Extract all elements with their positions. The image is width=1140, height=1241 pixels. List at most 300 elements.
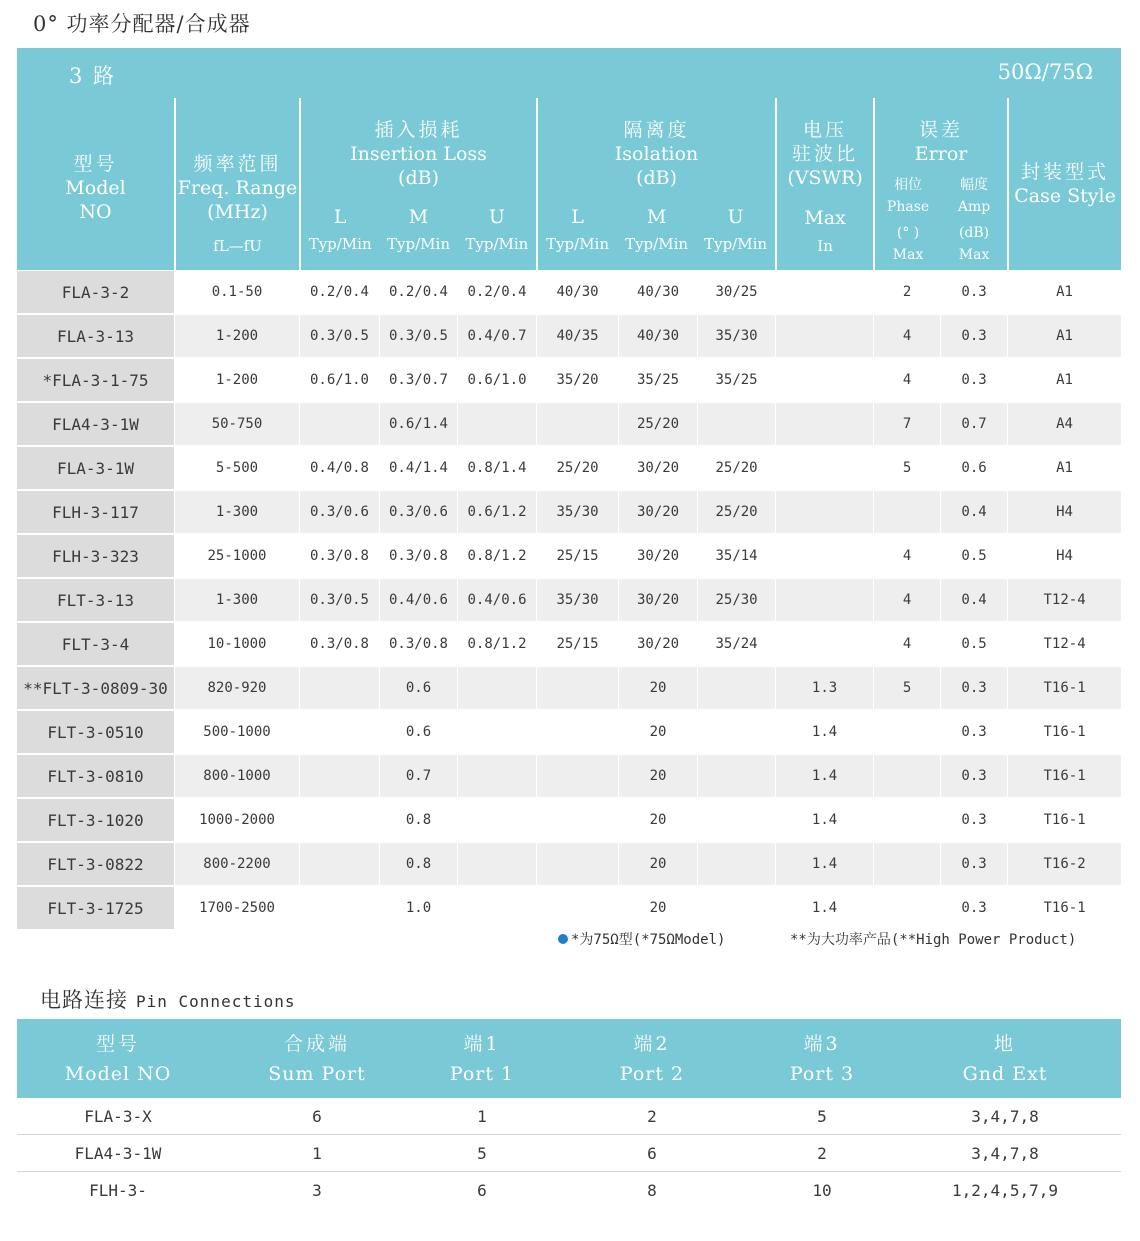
cell-phase: 7 bbox=[873, 402, 940, 446]
bullet-dot-icon bbox=[558, 934, 568, 944]
cell-il-l bbox=[299, 666, 379, 710]
cell-il-l bbox=[299, 886, 379, 930]
pin-header-cn: 端3 bbox=[803, 1032, 841, 1055]
cell-freq: 1-300 bbox=[174, 490, 299, 534]
pin-row bbox=[17, 1135, 1121, 1172]
cell-il-l bbox=[299, 798, 379, 842]
header-iso-l-typmin: Typ/Min bbox=[546, 235, 610, 253]
cell-vswr bbox=[775, 534, 873, 578]
cell-freq: 800-1000 bbox=[174, 754, 299, 798]
header-iso-m-typmin: Typ/Min bbox=[625, 235, 689, 253]
cell-freq: 1-300 bbox=[174, 578, 299, 622]
cell-phase: 4 bbox=[873, 622, 940, 666]
cell-iso-u bbox=[697, 402, 775, 446]
cell-model: FLT-3-4 bbox=[17, 622, 174, 666]
cell-il-u: 0.8/1.4 bbox=[457, 446, 536, 490]
cell-phase bbox=[873, 798, 940, 842]
cell-iso-u: 25/20 bbox=[697, 446, 775, 490]
cell-case: T16-1 bbox=[1007, 666, 1121, 710]
pin-cell: 3,4,7,8 bbox=[889, 1135, 1121, 1172]
pin-table-section bbox=[17, 1019, 1121, 1208]
cell-il-l: 0.3/0.6 bbox=[299, 490, 379, 534]
cell-il-l bbox=[299, 754, 379, 798]
cell-freq: 500-1000 bbox=[174, 710, 299, 754]
cell-phase: 4 bbox=[873, 534, 940, 578]
pin-cell: FLH-3- bbox=[89, 1180, 147, 1200]
pin-cell: 3 bbox=[312, 1180, 322, 1200]
pin-header-en: Port 2 bbox=[619, 1062, 685, 1085]
cell-il-m: 0.6/1.4 bbox=[379, 402, 457, 446]
header-phase-en: Phase bbox=[886, 199, 930, 215]
cell-iso-u: 35/14 bbox=[697, 534, 775, 578]
header-model-en2: NO bbox=[79, 201, 112, 223]
cell-freq: 820-920 bbox=[174, 666, 299, 710]
cell-iso-m: 25/20 bbox=[618, 402, 697, 446]
header-vswr-in: In bbox=[817, 237, 833, 255]
cell-il-u: 0.4/0.7 bbox=[457, 314, 536, 358]
header-err-cn: 误差 bbox=[919, 119, 964, 141]
cell-amp: 0.3 bbox=[940, 754, 1007, 798]
cell-iso-m: 30/20 bbox=[618, 490, 697, 534]
spec-row bbox=[17, 578, 1121, 622]
header-il-cn: 插入损耗 bbox=[374, 119, 463, 141]
cell-il-u bbox=[457, 710, 536, 754]
pin-cell: 2 bbox=[755, 1135, 889, 1172]
cell-iso-m: 40/30 bbox=[618, 314, 697, 358]
pin-header-col bbox=[755, 1019, 889, 1098]
impedance-label: 50Ω/75Ω bbox=[997, 60, 1093, 84]
header-amp-max: Max bbox=[958, 247, 990, 263]
cell-iso-l: 25/15 bbox=[536, 622, 618, 666]
header-insertion-loss bbox=[299, 98, 536, 270]
pin-cell: 3,4,7,8 bbox=[889, 1098, 1121, 1135]
cell-freq: 50-750 bbox=[174, 402, 299, 446]
cell-iso-m: 20 bbox=[618, 842, 697, 886]
ways-label: 3 路 bbox=[69, 64, 117, 88]
header-amp-en: Amp bbox=[957, 199, 991, 215]
cell-phase: 5 bbox=[873, 666, 940, 710]
cell-model: FLA-3-1W bbox=[17, 446, 174, 490]
pin-cell: 1 bbox=[415, 1098, 549, 1135]
cell-vswr bbox=[775, 622, 873, 666]
cell-iso-u bbox=[697, 886, 775, 930]
spec-header-row bbox=[17, 98, 1121, 270]
spec-table-section bbox=[17, 48, 1121, 930]
cell-iso-m: 30/20 bbox=[618, 578, 697, 622]
cell-iso-u bbox=[697, 710, 775, 754]
cell-case: A1 bbox=[1007, 446, 1121, 490]
pin-row bbox=[17, 1098, 1121, 1135]
cell-freq: 1000-2000 bbox=[174, 798, 299, 842]
cell-amp: 0.3 bbox=[940, 886, 1007, 930]
cell-iso-m: 40/30 bbox=[618, 270, 697, 314]
cell-il-m: 0.4/1.4 bbox=[379, 446, 457, 490]
cell-il-m: 1.0 bbox=[379, 886, 457, 930]
cell-amp: 0.4 bbox=[940, 490, 1007, 534]
cell-iso-l: 35/30 bbox=[536, 578, 618, 622]
cell-case: T16-2 bbox=[1007, 842, 1121, 886]
cell-il-u bbox=[457, 402, 536, 446]
cell-il-m: 0.2/0.4 bbox=[379, 270, 457, 314]
cell-iso-u bbox=[697, 798, 775, 842]
footnote-high-power: **为大功率产品(**High Power Product) bbox=[790, 932, 1077, 948]
cell-amp: 0.4 bbox=[940, 578, 1007, 622]
cell-il-m: 0.3/0.6 bbox=[379, 490, 457, 534]
header-case-en: Case Style bbox=[1014, 185, 1116, 207]
cell-iso-l: 25/15 bbox=[536, 534, 618, 578]
cell-il-u bbox=[457, 666, 536, 710]
cell-vswr bbox=[775, 446, 873, 490]
spec-row bbox=[17, 490, 1121, 534]
header-il-u-typmin: Typ/Min bbox=[465, 235, 529, 253]
cell-phase: 2 bbox=[873, 270, 940, 314]
pin-cell: 6 bbox=[549, 1135, 755, 1172]
cell-case: T16-1 bbox=[1007, 710, 1121, 754]
pin-row bbox=[17, 1172, 1121, 1209]
cell-iso-u: 35/25 bbox=[697, 358, 775, 402]
header-model bbox=[17, 98, 174, 270]
cell-il-m: 0.3/0.5 bbox=[379, 314, 457, 358]
cell-il-m: 0.4/0.6 bbox=[379, 578, 457, 622]
cell-il-m: 0.3/0.8 bbox=[379, 534, 457, 578]
cell-vswr bbox=[775, 490, 873, 534]
spec-table-banner bbox=[17, 48, 1121, 98]
cell-iso-m: 20 bbox=[618, 798, 697, 842]
cell-model: FLA4-3-1W bbox=[17, 402, 174, 446]
header-il-m-typmin: Typ/Min bbox=[387, 235, 450, 253]
header-vswr-cn2: 驻波比 bbox=[792, 143, 859, 165]
cell-il-l: 0.6/1.0 bbox=[299, 358, 379, 402]
cell-phase bbox=[873, 710, 940, 754]
cell-iso-l bbox=[536, 842, 618, 886]
header-model-en1: Model bbox=[65, 177, 126, 199]
cell-il-u bbox=[457, 754, 536, 798]
cell-model: FLT-3-1725 bbox=[17, 886, 174, 930]
header-iso-cn: 隔离度 bbox=[623, 119, 690, 141]
cell-il-u bbox=[457, 842, 536, 886]
pin-cell: 1 bbox=[219, 1135, 415, 1172]
cell-case: A1 bbox=[1007, 314, 1121, 358]
header-case-style bbox=[1007, 98, 1121, 270]
cell-case: H4 bbox=[1007, 534, 1121, 578]
header-il-l-typmin: Typ/Min bbox=[308, 235, 372, 253]
cell-model: FLT-3-13 bbox=[17, 578, 174, 622]
cell-iso-u: 30/25 bbox=[697, 270, 775, 314]
cell-iso-m: 30/20 bbox=[618, 622, 697, 666]
cell-vswr: 1.4 bbox=[775, 842, 873, 886]
pin-header-col bbox=[219, 1019, 415, 1098]
cell-freq: 800-2200 bbox=[174, 842, 299, 886]
cell-iso-l bbox=[536, 710, 618, 754]
header-freq bbox=[174, 98, 299, 270]
header-iso-unit: (dB) bbox=[636, 167, 678, 189]
cell-iso-m: 20 bbox=[618, 710, 697, 754]
pin-header-cn: 端2 bbox=[633, 1032, 671, 1055]
cell-iso-u bbox=[697, 666, 775, 710]
cell-vswr bbox=[775, 358, 873, 402]
cell-model: *FLA-3-1-75 bbox=[17, 358, 174, 402]
header-il-l: L bbox=[333, 206, 347, 228]
cell-iso-m: 20 bbox=[618, 666, 697, 710]
cell-il-m: 0.8 bbox=[379, 842, 457, 886]
cell-phase bbox=[873, 842, 940, 886]
spec-row bbox=[17, 446, 1121, 490]
pin-header-col bbox=[549, 1019, 755, 1098]
spec-row bbox=[17, 754, 1121, 798]
footnotes bbox=[558, 929, 1077, 949]
cell-case: T12-4 bbox=[1007, 578, 1121, 622]
header-vswr-max: Max bbox=[804, 207, 846, 229]
cell-amp: 0.6 bbox=[940, 446, 1007, 490]
pin-header-en: Gnd Ext bbox=[962, 1062, 1048, 1085]
cell-vswr: 1.4 bbox=[775, 754, 873, 798]
header-case-cn: 封装型式 bbox=[1021, 161, 1110, 183]
cell-il-m: 0.7 bbox=[379, 754, 457, 798]
cell-il-l: 0.3/0.8 bbox=[299, 622, 379, 666]
cell-amp: 0.7 bbox=[940, 402, 1007, 446]
pin-header-en: Model NO bbox=[64, 1062, 172, 1085]
cell-case: T16-1 bbox=[1007, 886, 1121, 930]
cell-il-l: 0.3/0.5 bbox=[299, 314, 379, 358]
cell-vswr bbox=[775, 270, 873, 314]
pin-cell: 5 bbox=[755, 1098, 889, 1135]
pin-cell: FLA-3-X bbox=[17, 1098, 219, 1135]
cell-il-u: 0.4/0.6 bbox=[457, 578, 536, 622]
header-vswr-cn1: 电压 bbox=[803, 119, 848, 141]
cell-model: FLT-3-0510 bbox=[17, 710, 174, 754]
cell-iso-l bbox=[536, 666, 618, 710]
cell-amp: 0.3 bbox=[940, 842, 1007, 886]
pin-header-cn: 合成端 bbox=[283, 1032, 350, 1055]
cell-vswr: 1.4 bbox=[775, 798, 873, 842]
cell-iso-m: 30/20 bbox=[618, 534, 697, 578]
cell-model: FLT-3-0822 bbox=[17, 842, 174, 886]
spec-row bbox=[17, 358, 1121, 402]
cell-iso-l bbox=[536, 754, 618, 798]
cell-il-l bbox=[299, 710, 379, 754]
spec-row bbox=[17, 842, 1121, 886]
cell-iso-u: 35/30 bbox=[697, 314, 775, 358]
pin-cell: 2 bbox=[549, 1098, 755, 1135]
pin-header-en: Port 1 bbox=[449, 1062, 515, 1085]
cell-phase bbox=[873, 490, 940, 534]
cell-model: FLH-3-323 bbox=[17, 534, 174, 578]
spec-row bbox=[17, 534, 1121, 578]
cell-phase: 5 bbox=[873, 446, 940, 490]
cell-il-l: 0.2/0.4 bbox=[299, 270, 379, 314]
cell-il-l: 0.4/0.8 bbox=[299, 446, 379, 490]
cell-freq: 25-1000 bbox=[174, 534, 299, 578]
spec-row bbox=[17, 666, 1121, 710]
header-vswr-en: (VSWR) bbox=[787, 167, 863, 189]
pin-header-cn: 地 bbox=[993, 1032, 1016, 1055]
spec-row bbox=[17, 798, 1121, 842]
header-freq-en: Freq. Range bbox=[177, 177, 298, 199]
cell-model: FLA-3-2 bbox=[17, 270, 174, 314]
header-il-en: Insertion Loss bbox=[350, 143, 487, 165]
cell-model: FLH-3-117 bbox=[17, 490, 174, 534]
header-iso-l: L bbox=[571, 206, 584, 228]
cell-il-u bbox=[457, 886, 536, 930]
spec-row bbox=[17, 710, 1121, 754]
cell-il-m: 0.6 bbox=[379, 710, 457, 754]
pin-section-title bbox=[40, 984, 296, 1014]
pin-cell: 6 bbox=[477, 1180, 487, 1200]
cell-vswr bbox=[775, 578, 873, 622]
cell-iso-u bbox=[697, 754, 775, 798]
cell-freq: 0.1-50 bbox=[174, 270, 299, 314]
pin-title-en: Pin Connections bbox=[136, 992, 296, 1011]
header-err-en: Error bbox=[914, 143, 968, 165]
pin-cell: 8 bbox=[647, 1180, 657, 1200]
cell-iso-l: 25/20 bbox=[536, 446, 618, 490]
pin-cell: 1,2,4,5,7,9 bbox=[952, 1180, 1058, 1200]
cell-il-l: 0.3/0.5 bbox=[299, 578, 379, 622]
cell-phase bbox=[873, 886, 940, 930]
cell-case: H4 bbox=[1007, 490, 1121, 534]
pin-header-col bbox=[889, 1019, 1121, 1098]
cell-vswr bbox=[775, 314, 873, 358]
cell-il-m: 0.3/0.7 bbox=[379, 358, 457, 402]
cell-iso-l: 40/35 bbox=[536, 314, 618, 358]
cell-case: T12-4 bbox=[1007, 622, 1121, 666]
cell-case: T16-1 bbox=[1007, 754, 1121, 798]
pin-header-en: Port 3 bbox=[789, 1062, 855, 1085]
cell-freq: 1-200 bbox=[174, 358, 299, 402]
cell-amp: 0.3 bbox=[940, 270, 1007, 314]
header-amp-cn: 幅度 bbox=[960, 177, 989, 193]
pin-header-cn: 端1 bbox=[463, 1032, 501, 1055]
cell-amp: 0.3 bbox=[940, 314, 1007, 358]
cell-model: FLA-3-13 bbox=[17, 314, 174, 358]
cell-phase: 4 bbox=[873, 358, 940, 402]
cell-amp: 0.5 bbox=[940, 534, 1007, 578]
cell-phase bbox=[873, 754, 940, 798]
header-phase-max: Max bbox=[892, 247, 924, 263]
cell-il-u bbox=[457, 798, 536, 842]
cell-model: FLT-3-1020 bbox=[17, 798, 174, 842]
cell-freq: 5-500 bbox=[174, 446, 299, 490]
cell-case: A1 bbox=[1007, 358, 1121, 402]
cell-iso-u bbox=[697, 842, 775, 886]
cell-amp: 0.3 bbox=[940, 798, 1007, 842]
spec-table bbox=[17, 98, 1121, 930]
cell-iso-m: 20 bbox=[618, 754, 697, 798]
cell-il-u: 0.8/1.2 bbox=[457, 622, 536, 666]
cell-iso-l: 35/30 bbox=[536, 490, 618, 534]
header-vswr bbox=[775, 98, 873, 270]
cell-vswr: 1.4 bbox=[775, 886, 873, 930]
cell-il-u: 0.8/1.2 bbox=[457, 534, 536, 578]
cell-iso-u: 25/30 bbox=[697, 578, 775, 622]
header-iso-m: M bbox=[646, 206, 667, 228]
cell-freq: 1-200 bbox=[174, 314, 299, 358]
header-freq-unit: (MHz) bbox=[207, 201, 268, 223]
cell-amp: 0.3 bbox=[940, 666, 1007, 710]
spec-row bbox=[17, 270, 1121, 314]
cell-il-l bbox=[299, 842, 379, 886]
cell-vswr bbox=[775, 402, 873, 446]
page-title: 0° 功率分配器/合成器 bbox=[33, 12, 251, 36]
cell-il-u: 0.6/1.0 bbox=[457, 358, 536, 402]
cell-amp: 0.3 bbox=[940, 710, 1007, 754]
cell-il-m: 0.3/0.8 bbox=[379, 622, 457, 666]
pin-header-cn: 型号 bbox=[95, 1032, 140, 1055]
cell-il-l bbox=[299, 402, 379, 446]
cell-iso-m: 35/25 bbox=[618, 358, 697, 402]
cell-model: **FLT-3-0809-30 bbox=[17, 666, 174, 710]
pin-cell: 6 bbox=[219, 1098, 415, 1135]
spec-row bbox=[17, 402, 1121, 446]
cell-il-u: 0.6/1.2 bbox=[457, 490, 536, 534]
header-phase-unit: (° ) bbox=[896, 225, 920, 241]
header-freq-sub: fL—fU bbox=[213, 237, 262, 255]
cell-iso-l bbox=[536, 798, 618, 842]
header-freq-cn: 频率范围 bbox=[193, 153, 282, 175]
cell-iso-u: 25/20 bbox=[697, 490, 775, 534]
cell-il-l: 0.3/0.8 bbox=[299, 534, 379, 578]
header-isolation bbox=[536, 98, 775, 270]
pin-cell: 10 bbox=[812, 1180, 832, 1200]
cell-il-m: 0.6 bbox=[379, 666, 457, 710]
spec-row bbox=[17, 314, 1121, 358]
cell-freq: 1700-2500 bbox=[174, 886, 299, 930]
cell-freq: 10-1000 bbox=[174, 622, 299, 666]
cell-iso-l: 40/30 bbox=[536, 270, 618, 314]
pin-header-en: Sum Port bbox=[268, 1062, 366, 1085]
cell-il-u: 0.2/0.4 bbox=[457, 270, 536, 314]
header-phase-cn: 相位 bbox=[894, 177, 923, 193]
cell-iso-u: 35/24 bbox=[697, 622, 775, 666]
header-error bbox=[873, 98, 1007, 270]
cell-vswr: 1.4 bbox=[775, 710, 873, 754]
header-model-cn: 型号 bbox=[73, 153, 118, 175]
cell-phase: 4 bbox=[873, 314, 940, 358]
pin-header-col bbox=[415, 1019, 549, 1098]
header-iso-en: Isolation bbox=[614, 143, 699, 165]
pin-cell: FLA4-3-1W bbox=[17, 1135, 219, 1172]
cell-iso-m: 30/20 bbox=[618, 446, 697, 490]
cell-il-m: 0.8 bbox=[379, 798, 457, 842]
spec-row bbox=[17, 622, 1121, 666]
pin-table bbox=[17, 1019, 1121, 1208]
cell-iso-l bbox=[536, 886, 618, 930]
pin-header-row bbox=[17, 1019, 1121, 1098]
cell-iso-l bbox=[536, 402, 618, 446]
cell-amp: 0.5 bbox=[940, 622, 1007, 666]
header-il-u: U bbox=[488, 206, 505, 228]
cell-model: FLT-3-0810 bbox=[17, 754, 174, 798]
header-iso-u-typmin: Typ/Min bbox=[704, 235, 768, 253]
cell-case: A4 bbox=[1007, 402, 1121, 446]
cell-case: T16-1 bbox=[1007, 798, 1121, 842]
header-iso-u: U bbox=[727, 206, 744, 228]
cell-vswr: 1.3 bbox=[775, 666, 873, 710]
pin-cell: 5 bbox=[415, 1135, 549, 1172]
header-amp-unit: (dB) bbox=[958, 225, 990, 241]
pin-title-cn: 电路连接 bbox=[40, 988, 128, 1012]
cell-iso-m: 20 bbox=[618, 886, 697, 930]
spec-row bbox=[17, 886, 1121, 930]
cell-case: A1 bbox=[1007, 270, 1121, 314]
cell-phase: 4 bbox=[873, 578, 940, 622]
header-il-m: M bbox=[408, 206, 429, 228]
header-il-unit: (dB) bbox=[398, 167, 439, 189]
cell-amp: 0.3 bbox=[940, 358, 1007, 402]
pin-header-col bbox=[17, 1019, 219, 1098]
footnote-75ohm: *为75Ω型(*75ΩModel) bbox=[571, 932, 726, 948]
cell-iso-l: 35/20 bbox=[536, 358, 618, 402]
